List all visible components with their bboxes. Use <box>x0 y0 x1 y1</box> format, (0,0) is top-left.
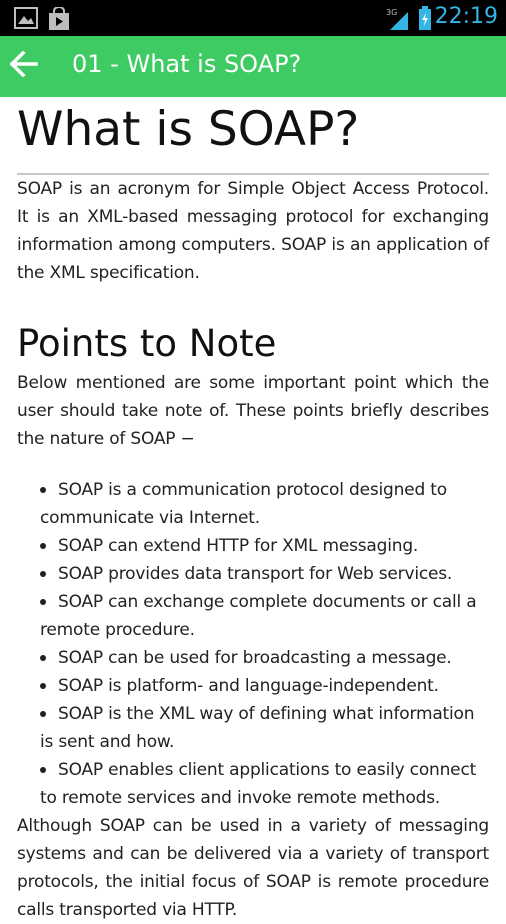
app-bar-title: 01 - What is SOAP? <box>72 50 302 78</box>
bullet-icon <box>40 543 46 549</box>
bullet-icon <box>40 571 46 577</box>
list-item <box>40 476 489 532</box>
clock: 22:19 <box>434 4 498 29</box>
list-item <box>40 672 489 700</box>
closing-paragraph: Although SOAP can be used in a variety of messaging systems and can be delivered via a variety of transport protocols, the initial focus of SOAP is remote procedure calls transported via HTTP. <box>17 816 489 920</box>
signal-icon <box>386 6 410 34</box>
bullet-icon <box>40 683 46 689</box>
shopping-bag-icon <box>48 7 70 35</box>
list-item-text: SOAP provides data transport for Web services. <box>58 564 453 584</box>
points-list <box>17 476 489 812</box>
list-item-text: SOAP is the XML way of defining what information is sent and how. <box>40 704 475 752</box>
bullet-icon <box>40 711 46 717</box>
bullet-icon <box>40 599 46 605</box>
list-item <box>40 644 489 672</box>
list-item <box>40 588 489 644</box>
article-content <box>17 97 489 924</box>
svg-text:3G: 3G <box>386 8 398 17</box>
back-button[interactable] <box>6 48 42 84</box>
section-intro-paragraph: Below mentioned are some important point which the user should take note of. These points briefly describes the nature of SOAP − <box>17 373 489 449</box>
list-item-text: SOAP can extend HTTP for XML messaging. <box>58 536 419 556</box>
app-bar <box>0 36 506 97</box>
bullet-icon <box>40 655 46 661</box>
list-item-text: SOAP is platform- and language-independent. <box>58 676 439 696</box>
section-title: Points to Note <box>17 322 277 365</box>
list-item-text: SOAP can exchange complete documents or call a remote procedure. <box>40 592 477 640</box>
list-item <box>40 756 489 812</box>
list-item <box>40 560 489 588</box>
bullet-icon <box>40 767 46 773</box>
list-item-text: SOAP can be used for broadcasting a message. <box>58 648 452 668</box>
gallery-icon <box>14 7 38 33</box>
page-title: What is SOAP? <box>17 102 360 157</box>
list-item-text: SOAP is a communication protocol designed to communicate via Internet. <box>40 480 447 528</box>
bullet-icon <box>40 487 46 493</box>
arrow-left-icon <box>10 51 38 81</box>
status-bar <box>0 0 506 36</box>
list-item <box>40 700 489 756</box>
list-item-text: SOAP enables client applications to easily connect to remote services and invoke remote methods. <box>40 760 477 808</box>
list-item <box>40 532 489 560</box>
intro-paragraph: SOAP is an acronym for Simple Object Access Protocol. It is an XML-based messaging protocol for exchanging information among computers. SOAP is an application of the XML specification. <box>17 179 489 283</box>
battery-icon <box>418 6 432 34</box>
